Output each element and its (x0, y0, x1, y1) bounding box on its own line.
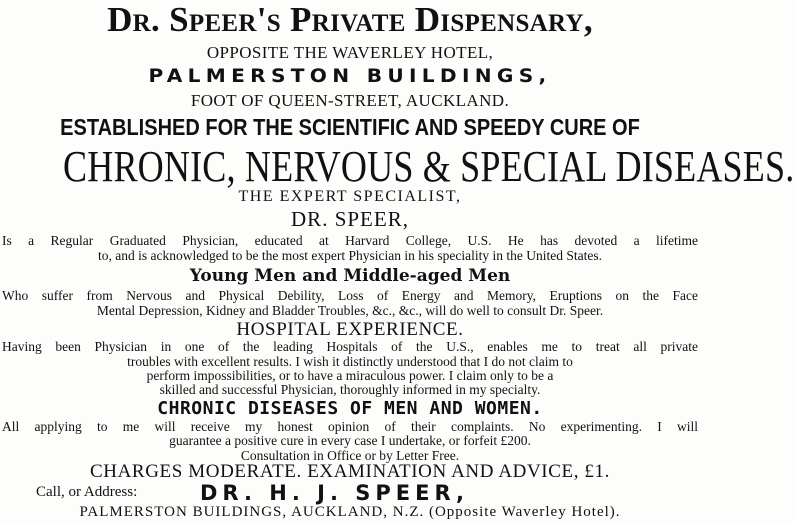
doctor-name: DR. SPEER, (291, 207, 409, 231)
street-line: FOOT OF QUEEN-STREET, AUCKLAND. (190, 91, 510, 110)
footer-doctor-name: DR. H. J. SPEER, (200, 481, 469, 505)
chronic-line-2: guarantee a positive cure in every case I undertake, or forfeit £200. (169, 433, 531, 448)
men-heading: Young Men and Middle-aged Men (189, 266, 511, 286)
diseases-heading: CHRONIC, NERVOUS & SPECIAL DISEASES. (63, 142, 794, 191)
chronic-line-1: All applying to me will receive my honest opinion of their complaints. No experimenting. I will (2, 419, 698, 434)
intro-line-1: Is a Regular Graduated Physician, educated at Harvard College, U.S. He has devoted a lifetime (2, 233, 698, 248)
hospital-heading: HOSPITAL EXPERIENCE. (236, 319, 464, 340)
footer-address: PALMERSTON BUILDINGS, AUCKLAND, N.Z. (Opposite Waverley Hotel). (79, 504, 621, 520)
intro-line-2: to, and is acknowledged to be the most expert Physician in his speciality in the United States. (98, 248, 602, 263)
consultation-line: Consultation in Office or by Letter Free. (240, 448, 460, 463)
men-line-2: Mental Depression, Kidney and Bladder Troubles, &c., &c., will do well to consult Dr. Speer. (96, 303, 604, 318)
chronic-heading: CHRONIC DISEASES OF MEN AND WOMEN. (157, 398, 543, 419)
hospital-line-3: perform impossibilities, or to have a miraculous power. I claim only to be a (146, 368, 554, 383)
call-label: Call, or Address: (36, 484, 138, 500)
location-line: OPPOSITE THE WAVERLEY HOTEL, (206, 43, 494, 62)
established-line: ESTABLISHED FOR THE SCIENTIFIC AND SPEEDY CURE OF (60, 115, 640, 141)
buildings-line: PALMERSTON BUILDINGS, (148, 65, 552, 87)
hospital-line-2: troubles with excellent results. I wish it distinctly understood that I do not claim to (127, 354, 573, 369)
charges-line: CHARGES MODERATE. EXAMINATION AND ADVICE, £1. (90, 461, 610, 482)
hospital-line-1: Having been Physician in one of the leading Hospitals of the U.S., enables me to treat all private (2, 339, 698, 354)
dispensary-title: Dr. Speer's Private Dispensary, (107, 0, 593, 39)
expert-line: THE EXPERT SPECIALIST, (238, 188, 462, 205)
hospital-line-4: skilled and successful Physician, thoroughly informed in my specialty. (159, 382, 541, 397)
men-line-1: Who suffer from Nervous and Physical Debility, Loss of Energy and Memory, Eruptions on the Face (2, 288, 698, 303)
